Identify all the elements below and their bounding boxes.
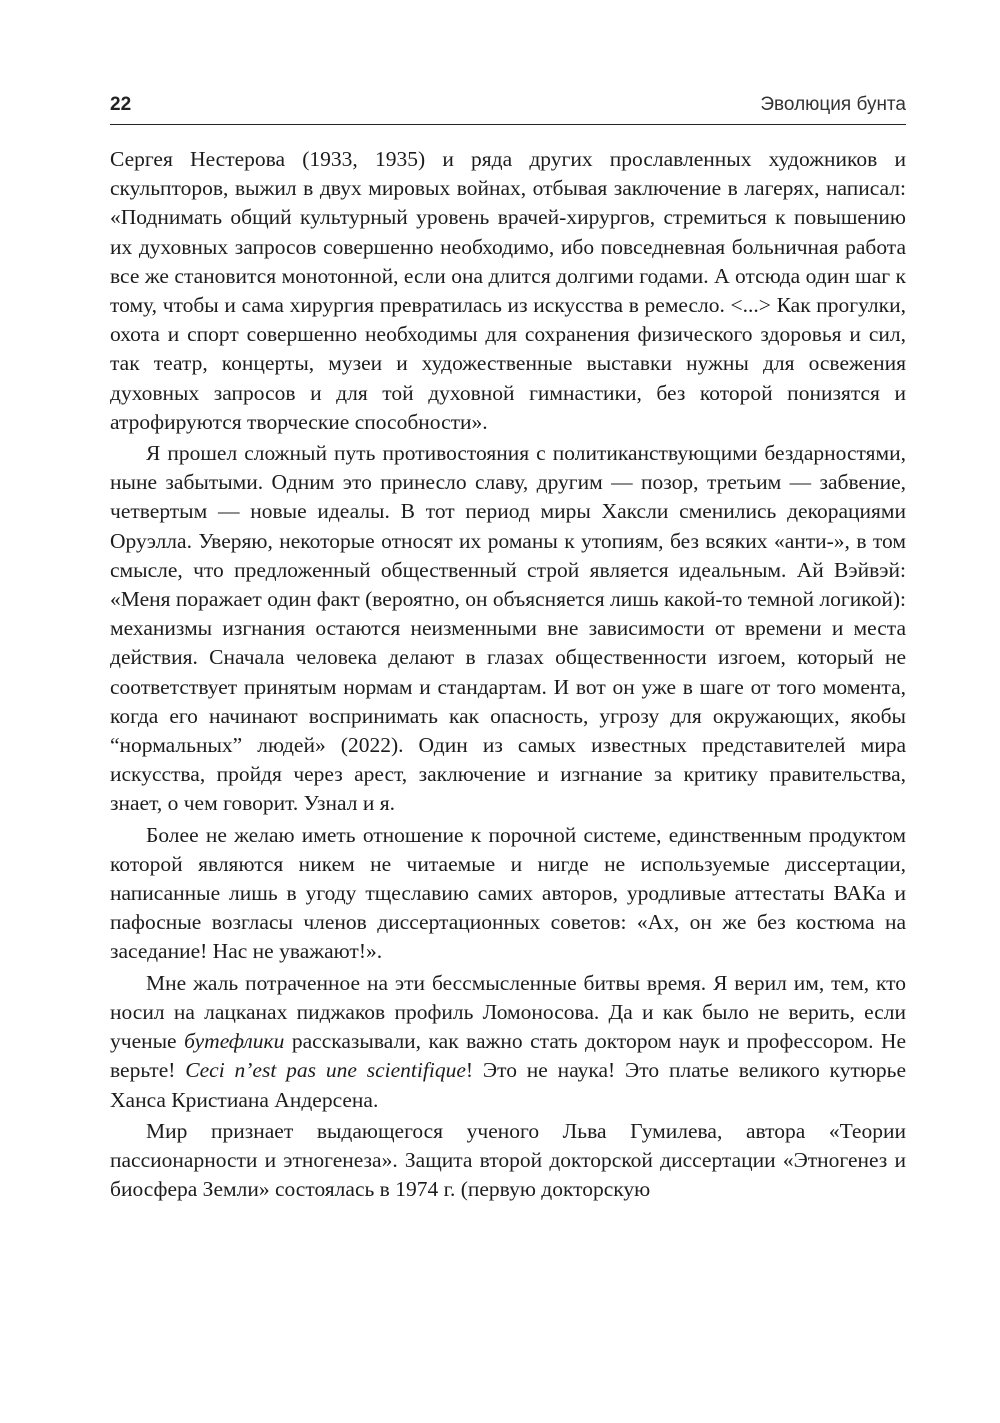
paragraph-4 [110, 969, 906, 1115]
paragraph-5: Мир признает выдающегося ученого Льва Гумилева, автора «Теории пассионарности и этногенеза». Защита второй докторской диссертации «Этногенез и биосфера Земли» состоялась в 1974 г. (первую докторскую [110, 1118, 906, 1202]
paragraph-2: Я прошел сложный путь противостояния с политиканствующими бездарностями, ныне забытыми. Одним это принесло славу, другим — позор, третьим — забвение, четвертым — новые идеалы. В тот период миры Хаксли сменились декорациями Оруэлла. Уверяю, некоторые относят их романы к утопиям, без всяких «анти-», в том смысле, что предложенный общественный строй является идеальным. Ай Вэйвэй: «Меня поражает один факт (вероятно, он объясняется лишь какой-то темной логикой): механизмы изгнания остаются неизменными вне зависимости от времени и места действия. Сначала человека делают в глазах общественности изгоем, который не соответствует принятым нормам и стандартам. И вот он уже в шаге от того момента, когда его начинают воспринимать как опасность, угрозу для окружающих, якобы “нормальных” людей» (2022). Один из самых известных представителей мира искусства, пройдя через арест, заключение и изгнание за критику правительства, знает, о чем говорит. Узнал и я. [110, 441, 906, 816]
page-number: 22 [110, 94, 132, 115]
page-header [110, 88, 906, 125]
paragraph-4-italic-word: бутефлики [184, 1029, 285, 1054]
paragraph-1: Сергея Нестерова (1933, 1935) и ряда других прославленных художников и скульпторов, выжил в двух мировых войнах, отбывая заключение в лагерях, написал: «Поднимать общий культурный уровень врачей-хирургов, стремиться к повышению их духовных запросов совершенно необходимо, ибо повседневная больничная работа все же становится монотонной, если она длится долгими годами. А отсюда один шаг к тому, чтобы и сама хирургия превратилась из искусства в ремесло. <...> Как прогулки, охота и спорт совершенно необходимы для сохранения физического здоровья и сил, так театр, концерты, музеи и художественные выставки нужны для освежения духовных запросов и для той духовной гимнастики, без которой понизятся и атрофируются творческие способности». [110, 147, 906, 434]
paragraph-3: Более не желаю иметь отношение к порочной системе, единственным продуктом которой являются никем не читаемые и нигде не используемые диссертации, написанные лишь в угоду тщеславию самих авторов, уродливые аттестаты ВАКа и пафосные возгласы членов диссертационных советов: «Ах, он же без костюма на заседание! Нас не уважают!». [110, 822, 906, 964]
paragraph-4-text-a: Мне жаль потраченное на эти бессмысленные битвы время. Я верил им, тем, кто носил на лацканах пиджаков профиль Ломоносова. Да и как было не верить, если ученые [110, 970, 906, 1054]
paragraph-4-text-c: рассказывали, как важно стать доктором наук и профессором. Не верьте! [110, 1029, 906, 1083]
paragraph-4-text-e: ! Это не наука! Это платье великого кутюрье Ханса Кристиана Андерсена. [110, 1058, 907, 1112]
paragraph-4-italic-phrase: Ceci n’est pas une scientifique [185, 1058, 466, 1083]
running-title: Эволюция бунта [760, 94, 906, 115]
page-body [110, 145, 906, 1204]
